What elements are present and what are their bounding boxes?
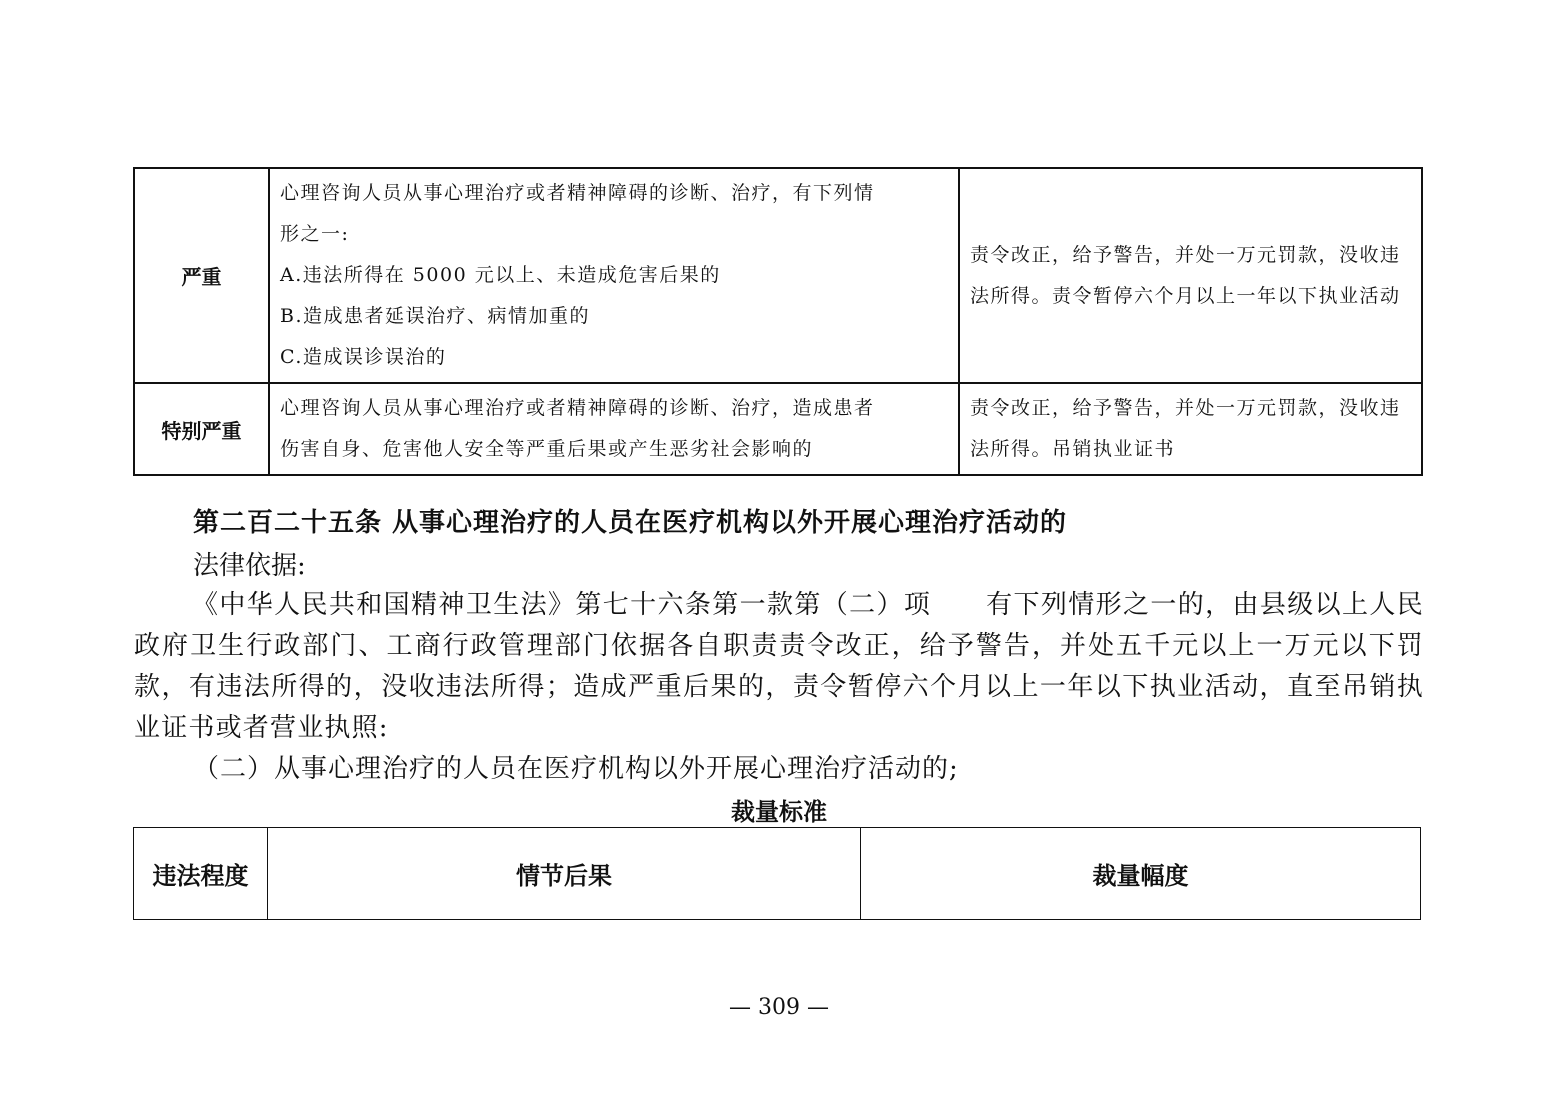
page-number: — 309 — [729, 995, 829, 1020]
legal-basis-item: （二）从事心理治疗的人员在医疗机构以外开展心理治疗活动的; [193, 754, 959, 784]
penalty-line: 责令改正，给予警告，并处一万元罚款，没收违 [970, 243, 1401, 266]
circumstance-line: B.造成患者延误治疗、病情加重的 [280, 305, 591, 327]
header-circumstance: 情节后果 [268, 828, 861, 920]
circumstance-cell [269, 168, 959, 383]
table-header-row [134, 828, 1421, 920]
legal-basis-paragraph: 《中华人民共和国精神卫生法》第七十六条第一款第（二）项 有下列情形之一的，由县级以上人民政府卫生行政部门、工商行政管理部门依据各自职责责令改正，给予警告，并处五千元以上一万元以下罚款，有违法所得的，没收违法所得；造成严重后果的，责令暂停六个月以上一年以下执业活动，直至吊销执业证书或者营业执照: [134, 590, 1424, 743]
circumstance-cell [269, 383, 959, 475]
penalty-line: 法所得。吊销执业证书 [970, 438, 1176, 460]
circumstance-line: 伤害自身、危害他人安全等严重后果或产生恶劣社会影响的 [280, 438, 814, 460]
violation-level-cell: 严重 [134, 168, 269, 383]
circumstance-line: 心理咨询人员从事心理治疗或者精神障碍的诊断、治疗，有下列情 [280, 182, 875, 204]
circumstance-line: C.造成误诊误治的 [280, 346, 447, 368]
table-row [134, 383, 1422, 475]
table-row [134, 168, 1422, 383]
penalty-range-cell [959, 168, 1422, 383]
circumstance-line: 形之一: [280, 223, 350, 245]
header-penalty-range: 裁量幅度 [861, 828, 1421, 920]
penalty-range-cell [959, 383, 1422, 475]
standard-caption: 裁量标准 [731, 798, 827, 826]
discretion-standard-table [133, 827, 1421, 920]
violation-level-cell: 特别严重 [134, 383, 269, 475]
penalty-line: 责令改正，给予警告，并处一万元罚款，没收违 [970, 397, 1401, 419]
circumstance-line: 心理咨询人员从事心理治疗或者精神障碍的诊断、治疗，造成患者 [280, 397, 875, 419]
legal-basis-label: 法律依据: [193, 551, 306, 581]
discretion-table-continued [133, 167, 1423, 476]
penalty-line: 法所得。责令暂停六个月以上一年以下执业活动 [970, 284, 1401, 307]
article-title: 第二百二十五条 从事心理治疗的人员在医疗机构以外开展心理治疗活动的 [193, 508, 1068, 538]
header-violation-level: 违法程度 [134, 828, 268, 920]
circumstance-line: A.违法所得在 5000 元以上、未造成危害后果的 [280, 264, 721, 286]
